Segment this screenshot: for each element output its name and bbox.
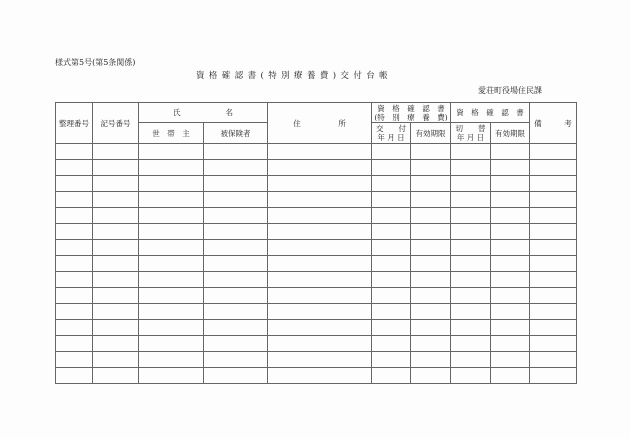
table-cell[interactable]	[56, 272, 93, 288]
table-cell[interactable]	[411, 192, 451, 208]
table-row	[56, 208, 577, 224]
table-cell[interactable]	[56, 224, 93, 240]
table-cell[interactable]	[372, 176, 411, 192]
table-cell[interactable]	[56, 144, 93, 160]
header-valid2: 有効期限	[491, 123, 530, 144]
header-remarks: 備 考	[530, 103, 577, 144]
table-cell[interactable]	[491, 272, 530, 288]
table-cell[interactable]	[56, 256, 93, 272]
table-cell[interactable]	[204, 336, 268, 352]
table-cell[interactable]	[56, 352, 93, 368]
table-cell[interactable]	[491, 192, 530, 208]
header-name: 氏 名	[139, 103, 268, 123]
table-cell[interactable]	[204, 320, 268, 336]
table-cell[interactable]	[56, 192, 93, 208]
ledger-table	[55, 102, 577, 384]
table-cell[interactable]	[268, 256, 372, 272]
header-issue-group	[372, 103, 451, 123]
table-cell[interactable]	[268, 288, 372, 304]
table-cell[interactable]	[372, 240, 411, 256]
table-cell[interactable]	[451, 336, 491, 352]
table-cell[interactable]	[93, 224, 139, 240]
table-cell[interactable]	[491, 336, 530, 352]
header-setainushi: 世 帯 主	[139, 123, 204, 144]
table-cell[interactable]	[451, 208, 491, 224]
table-cell[interactable]	[372, 192, 411, 208]
table-cell[interactable]	[56, 208, 93, 224]
table-cell[interactable]	[93, 160, 139, 176]
table-cell[interactable]	[93, 336, 139, 352]
table-cell[interactable]	[411, 304, 451, 320]
table-cell[interactable]	[93, 256, 139, 272]
table-cell[interactable]	[139, 320, 204, 336]
table-cell[interactable]	[139, 224, 204, 240]
table-cell[interactable]	[530, 160, 577, 176]
table-cell[interactable]	[491, 160, 530, 176]
table-cell[interactable]	[93, 176, 139, 192]
header-issue-date	[372, 123, 411, 144]
issue-group-line2: (特 別 療 養 費)	[374, 112, 448, 122]
table-cell[interactable]	[411, 208, 451, 224]
table-cell[interactable]	[372, 256, 411, 272]
table-cell[interactable]	[139, 256, 204, 272]
header-switch-group: 資 格 確 認 書	[451, 103, 530, 123]
table-cell[interactable]	[530, 208, 577, 224]
table-row	[56, 272, 577, 288]
table-cell[interactable]	[204, 256, 268, 272]
table-row	[56, 224, 577, 240]
table-cell[interactable]	[451, 256, 491, 272]
table-cell[interactable]	[268, 272, 372, 288]
table-cell[interactable]	[268, 192, 372, 208]
table-cell[interactable]	[268, 304, 372, 320]
table-row	[56, 304, 577, 320]
table-cell[interactable]	[268, 144, 372, 160]
table-cell[interactable]	[491, 368, 530, 384]
table-cell[interactable]	[411, 176, 451, 192]
table-cell[interactable]	[451, 304, 491, 320]
table-cell[interactable]	[268, 352, 372, 368]
table-cell[interactable]	[411, 320, 451, 336]
header-switch-date	[451, 123, 491, 144]
table-cell[interactable]	[530, 144, 577, 160]
table-row	[56, 144, 577, 160]
switch-date-line1: 切 替	[455, 124, 486, 133]
table-cell[interactable]	[139, 352, 204, 368]
table-row	[56, 336, 577, 352]
header-seiri: 整理番号	[56, 103, 93, 144]
table-cell[interactable]	[411, 288, 451, 304]
table-cell[interactable]	[451, 288, 491, 304]
table-cell[interactable]	[372, 288, 411, 304]
table-cell[interactable]	[139, 192, 204, 208]
table-cell[interactable]	[411, 160, 451, 176]
table-cell[interactable]	[268, 224, 372, 240]
table-cell[interactable]	[139, 208, 204, 224]
table-cell[interactable]	[93, 352, 139, 368]
table-cell[interactable]	[139, 144, 204, 160]
table-row	[56, 256, 577, 272]
table-cell[interactable]	[372, 352, 411, 368]
table-cell[interactable]	[56, 176, 93, 192]
table-cell[interactable]	[491, 208, 530, 224]
table-cell[interactable]	[56, 288, 93, 304]
table-cell[interactable]	[56, 240, 93, 256]
table-cell[interactable]	[204, 144, 268, 160]
table-cell[interactable]	[451, 160, 491, 176]
table-cell[interactable]	[93, 320, 139, 336]
table-cell[interactable]	[204, 208, 268, 224]
table-cell[interactable]	[372, 336, 411, 352]
issue-date-line2: 年 月 日	[377, 133, 405, 142]
table-cell[interactable]	[56, 160, 93, 176]
table-cell[interactable]	[491, 240, 530, 256]
table-cell[interactable]	[93, 304, 139, 320]
table-cell[interactable]	[451, 240, 491, 256]
table-cell[interactable]	[530, 176, 577, 192]
table-cell[interactable]	[268, 208, 372, 224]
table-row	[56, 288, 577, 304]
table-cell[interactable]	[93, 144, 139, 160]
table-cell[interactable]	[451, 144, 491, 160]
table-cell[interactable]	[56, 368, 93, 384]
table-cell[interactable]	[491, 320, 530, 336]
table-cell[interactable]	[491, 288, 530, 304]
form-number: 様式第5号(第5条関係)	[55, 58, 136, 67]
table-cell[interactable]	[530, 336, 577, 352]
table-row	[56, 368, 577, 384]
table-cell[interactable]	[268, 240, 372, 256]
table-row	[56, 352, 577, 368]
table-cell[interactable]	[372, 144, 411, 160]
table-cell[interactable]	[93, 368, 139, 384]
department-label: 愛荘町役場住民課	[478, 86, 542, 95]
table-cell[interactable]	[93, 208, 139, 224]
table-cell[interactable]	[411, 240, 451, 256]
table-cell[interactable]	[530, 368, 577, 384]
table-cell[interactable]	[139, 160, 204, 176]
table-cell[interactable]	[530, 240, 577, 256]
table-cell[interactable]	[530, 320, 577, 336]
table-cell[interactable]	[372, 224, 411, 240]
table-cell[interactable]	[530, 272, 577, 288]
table-cell[interactable]	[451, 192, 491, 208]
table-cell[interactable]	[204, 240, 268, 256]
table-cell[interactable]	[530, 304, 577, 320]
table-row	[56, 320, 577, 336]
table-cell[interactable]	[93, 288, 139, 304]
table-cell[interactable]	[139, 272, 204, 288]
header-address: 住 所	[268, 103, 372, 144]
table-row	[56, 240, 577, 256]
table-cell[interactable]	[491, 224, 530, 240]
table-row	[56, 160, 577, 176]
table-cell[interactable]	[372, 320, 411, 336]
header-hihokensha: 被保険者	[204, 123, 268, 144]
table-cell[interactable]	[204, 272, 268, 288]
table-cell[interactable]	[451, 176, 491, 192]
table-cell[interactable]	[56, 304, 93, 320]
table-cell[interactable]	[268, 336, 372, 352]
table-cell[interactable]	[139, 288, 204, 304]
table-cell[interactable]	[139, 336, 204, 352]
switch-date-line2: 年 月 日	[456, 133, 485, 142]
table-cell[interactable]	[491, 144, 530, 160]
table-cell[interactable]	[268, 176, 372, 192]
table-cell[interactable]	[411, 352, 451, 368]
table-cell[interactable]	[451, 272, 491, 288]
table-cell[interactable]	[530, 192, 577, 208]
table-cell[interactable]	[204, 176, 268, 192]
table-cell[interactable]	[411, 224, 451, 240]
table-cell[interactable]	[451, 320, 491, 336]
issue-date-line1: 交 付	[376, 124, 406, 133]
table-cell[interactable]	[56, 336, 93, 352]
table-cell[interactable]	[268, 160, 372, 176]
table-cell[interactable]	[204, 304, 268, 320]
table-cell[interactable]	[93, 272, 139, 288]
table-cell[interactable]	[204, 368, 268, 384]
table-cell[interactable]	[204, 224, 268, 240]
document-title: 資格確認書(特別療養費)交付台帳	[196, 71, 393, 81]
table-cell[interactable]	[411, 368, 451, 384]
table-cell[interactable]	[372, 272, 411, 288]
table-cell[interactable]	[411, 272, 451, 288]
table-cell[interactable]	[268, 368, 372, 384]
table-cell[interactable]	[491, 176, 530, 192]
table-cell[interactable]	[451, 352, 491, 368]
table-cell[interactable]	[491, 256, 530, 272]
table-cell[interactable]	[268, 320, 372, 336]
table-cell[interactable]	[411, 256, 451, 272]
table-cell[interactable]	[411, 336, 451, 352]
table-cell[interactable]	[491, 352, 530, 368]
table-cell[interactable]	[93, 240, 139, 256]
table-cell[interactable]	[411, 144, 451, 160]
table-cell[interactable]	[372, 160, 411, 176]
table-cell[interactable]	[372, 368, 411, 384]
table-cell[interactable]	[139, 304, 204, 320]
table-cell[interactable]	[530, 352, 577, 368]
header-valid1: 有効期限	[411, 123, 451, 144]
table-cell[interactable]	[451, 224, 491, 240]
table-cell[interactable]	[204, 192, 268, 208]
table-cell[interactable]	[56, 320, 93, 336]
table-row	[56, 176, 577, 192]
table-cell[interactable]	[530, 224, 577, 240]
issue-group-line1: 資 格 確 認 書	[377, 103, 445, 113]
table-cell[interactable]	[204, 352, 268, 368]
header-kigou: 記号番号	[93, 103, 139, 144]
table-cell[interactable]	[491, 304, 530, 320]
table-cell[interactable]	[204, 288, 268, 304]
table-cell[interactable]	[530, 256, 577, 272]
table-row	[56, 192, 577, 208]
table-cell[interactable]	[372, 304, 411, 320]
table-cell[interactable]	[204, 160, 268, 176]
table-cell[interactable]	[139, 176, 204, 192]
table-cell[interactable]	[139, 240, 204, 256]
table-cell[interactable]	[451, 368, 491, 384]
table-cell[interactable]	[372, 208, 411, 224]
table-cell[interactable]	[139, 368, 204, 384]
table-cell[interactable]	[93, 192, 139, 208]
table-cell[interactable]	[530, 288, 577, 304]
